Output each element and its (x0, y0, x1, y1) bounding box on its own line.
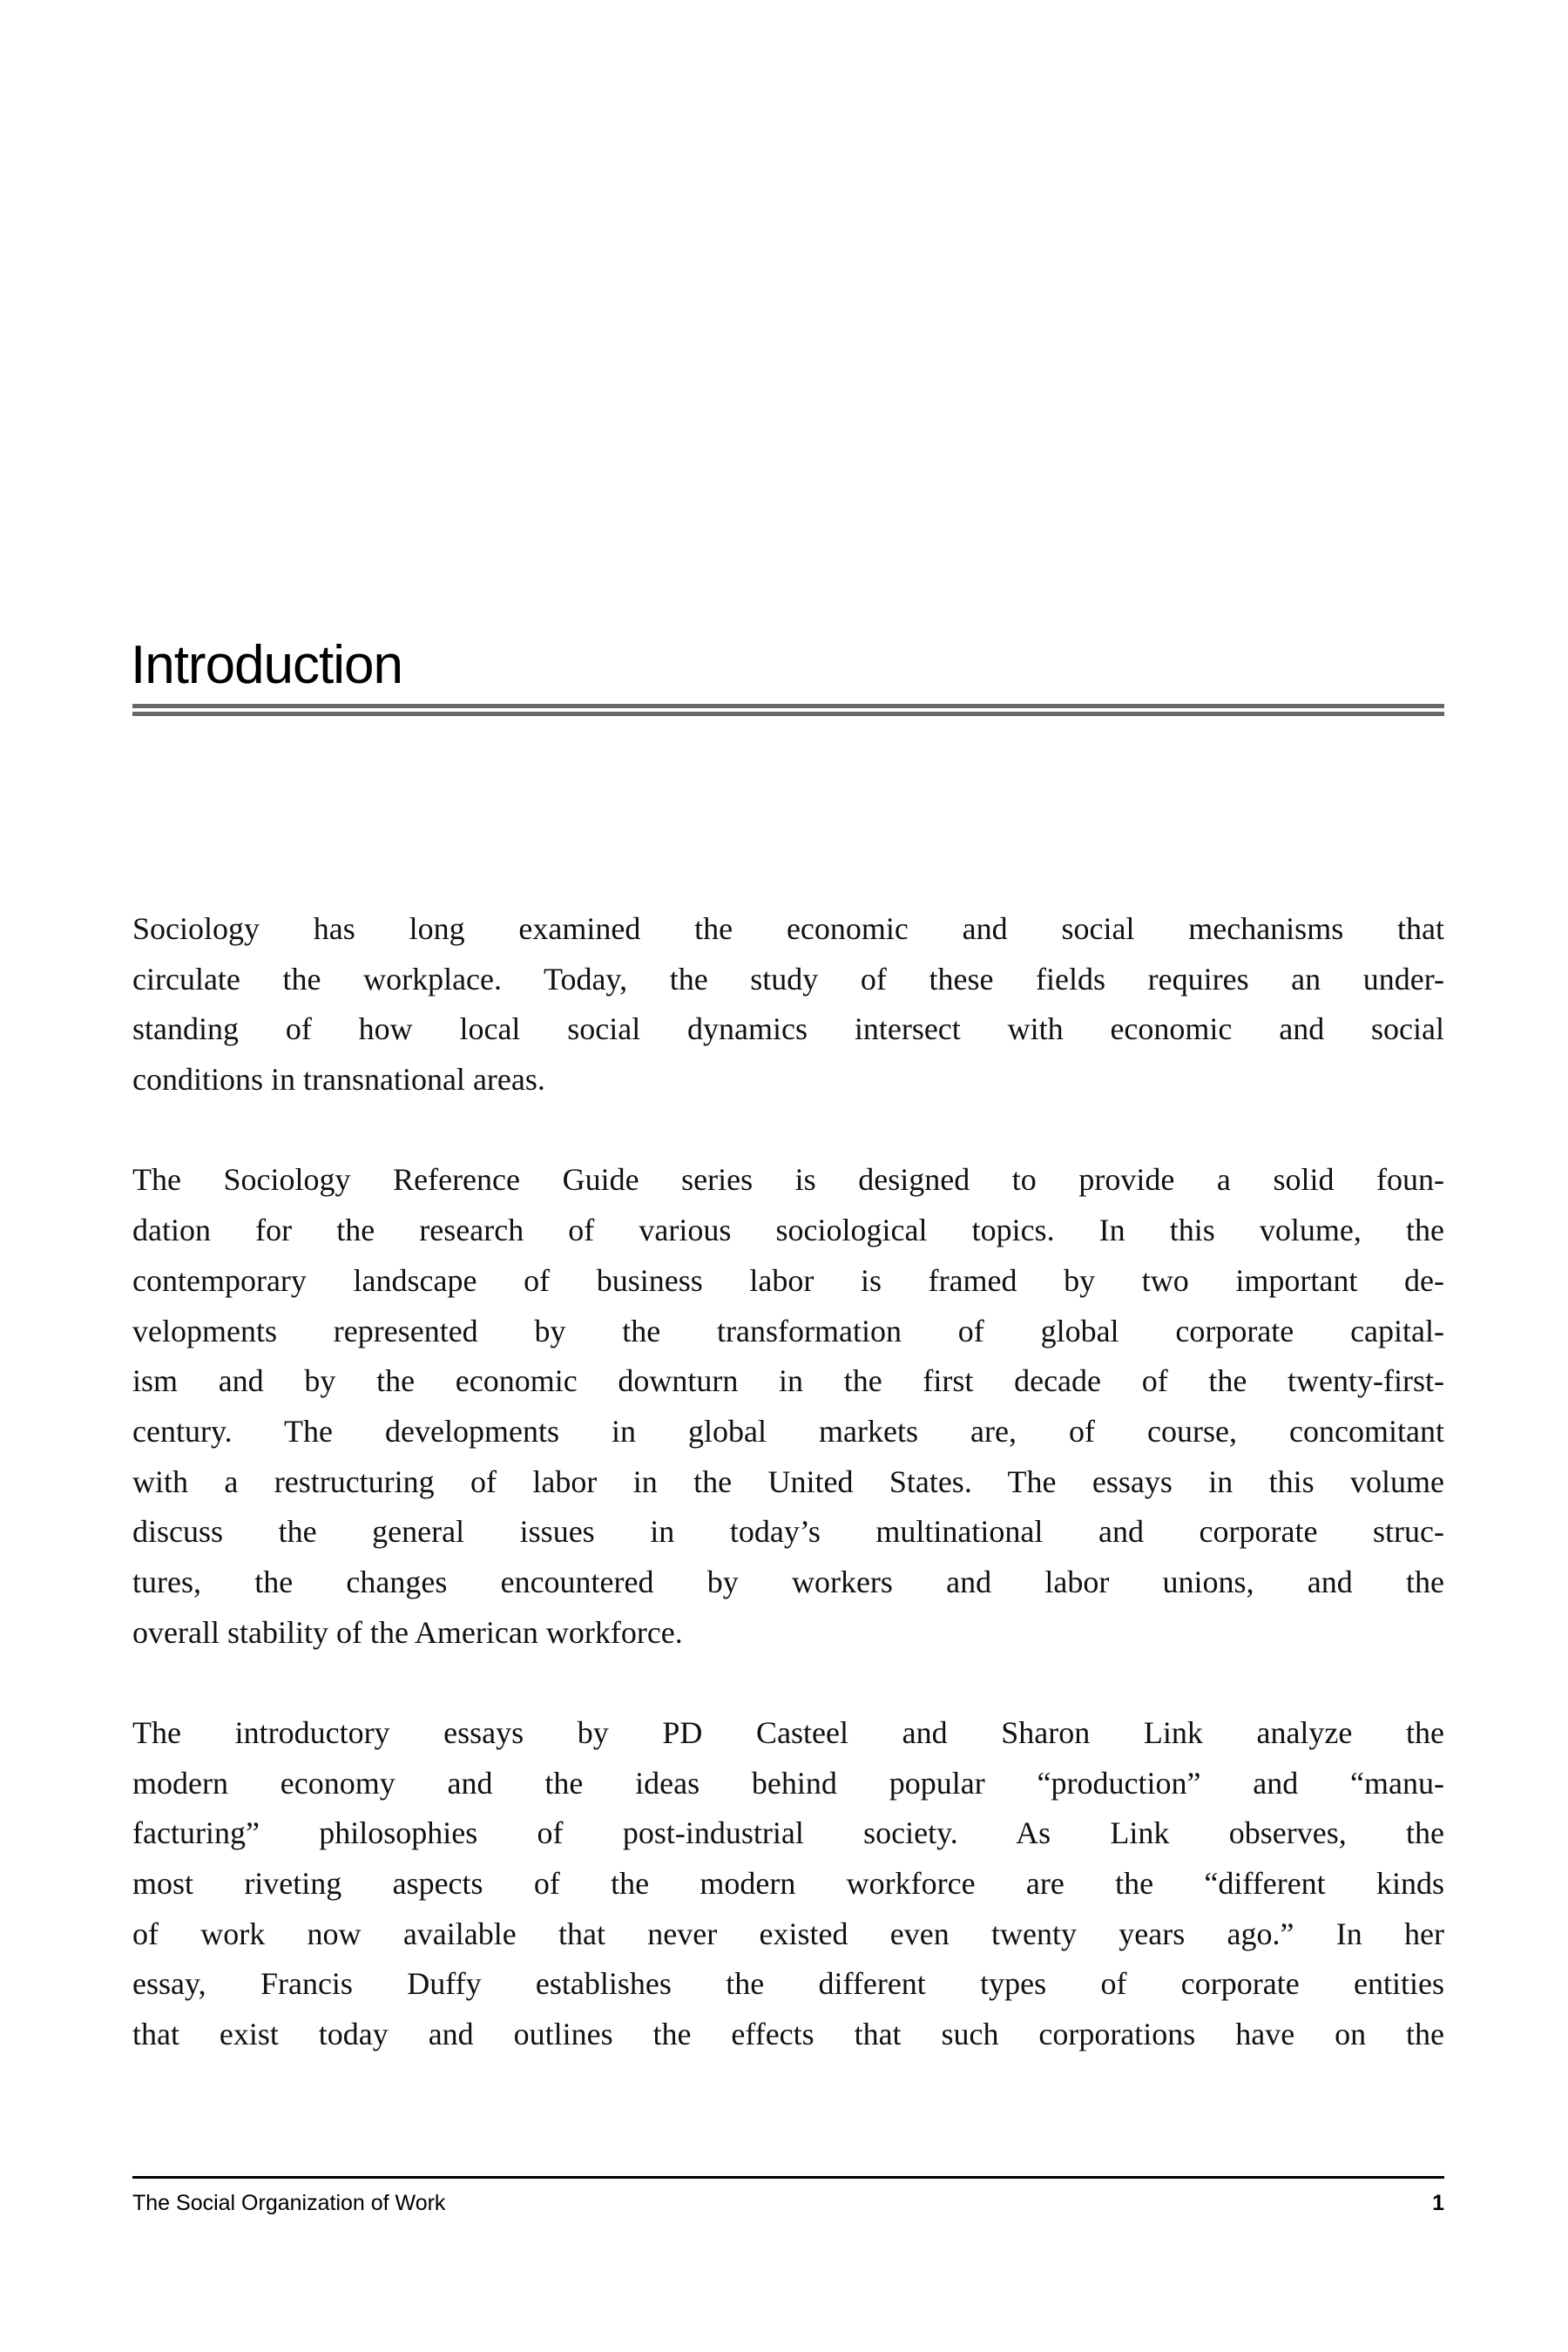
text-line: Sociology has long examined the economic and social mechanisms that (132, 911, 1444, 946)
text-line: century. The developments in global markets are, of course, concomitant (132, 1413, 1444, 1449)
text-line: ism and by the economic downturn in the first decade of the twenty-first- (132, 1363, 1444, 1399)
text-line: contemporary landscape of business labor is framed by two important de- (132, 1262, 1444, 1298)
text-line: of work now available that never existed even twenty years ago.” In her (132, 1916, 1444, 1951)
paragraph (132, 1155, 1444, 1658)
heading-rule-top (132, 704, 1444, 708)
footer-rule (132, 2176, 1444, 2179)
text-line: modern economy and the ideas behind popular “production” and “manu- (132, 1765, 1444, 1801)
paragraph (132, 904, 1444, 1105)
text-line: overall stability of the American workforce. (132, 1614, 683, 1650)
text-line: that exist today and outlines the effects that such corporations have on the (132, 2017, 1444, 2052)
text-line: essay, Francis Duffy establishes the different types of corporate entities (132, 1966, 1444, 2002)
paragraph (132, 1708, 1444, 2060)
text-line: with a restructuring of labor in the United States. The essays in this volume (132, 1463, 1444, 1499)
text-line: conditions in transnational areas. (132, 1062, 545, 1098)
text-line: The Sociology Reference Guide series is designed to provide a solid foun- (132, 1162, 1444, 1198)
page-footer (132, 2191, 1444, 2216)
body-text (132, 904, 1444, 2111)
footer-book-title: The Social Organization of Work (132, 2191, 446, 2215)
text-line: dation for the research of various sociological topics. In this volume, the (132, 1213, 1444, 1248)
text-line: circulate the workplace. Today, the study of these fields requires an under- (132, 961, 1444, 997)
page-number: 1 (1432, 2191, 1444, 2215)
text-line: The introductory essays by PD Casteel and Sharon Link analyze the (132, 1715, 1444, 1750)
heading-rule-bottom (132, 712, 1444, 716)
text-line: most riveting aspects of the modern workforce are the “different kinds (132, 1866, 1444, 1902)
chapter-heading: Introduction (131, 635, 402, 695)
text-line: velopments represented by the transformation of global corporate capital- (132, 1313, 1444, 1348)
text-line: facturing” philosophies of post-industrial society. As Link observes, the (132, 1815, 1444, 1851)
text-line: discuss the general issues in today’s multinational and corporate struc- (132, 1514, 1444, 1550)
text-line: tures, the changes encountered by workers and labor unions, and the (132, 1564, 1444, 1599)
text-line: standing of how local social dynamics intersect with economic and social (132, 1011, 1444, 1047)
